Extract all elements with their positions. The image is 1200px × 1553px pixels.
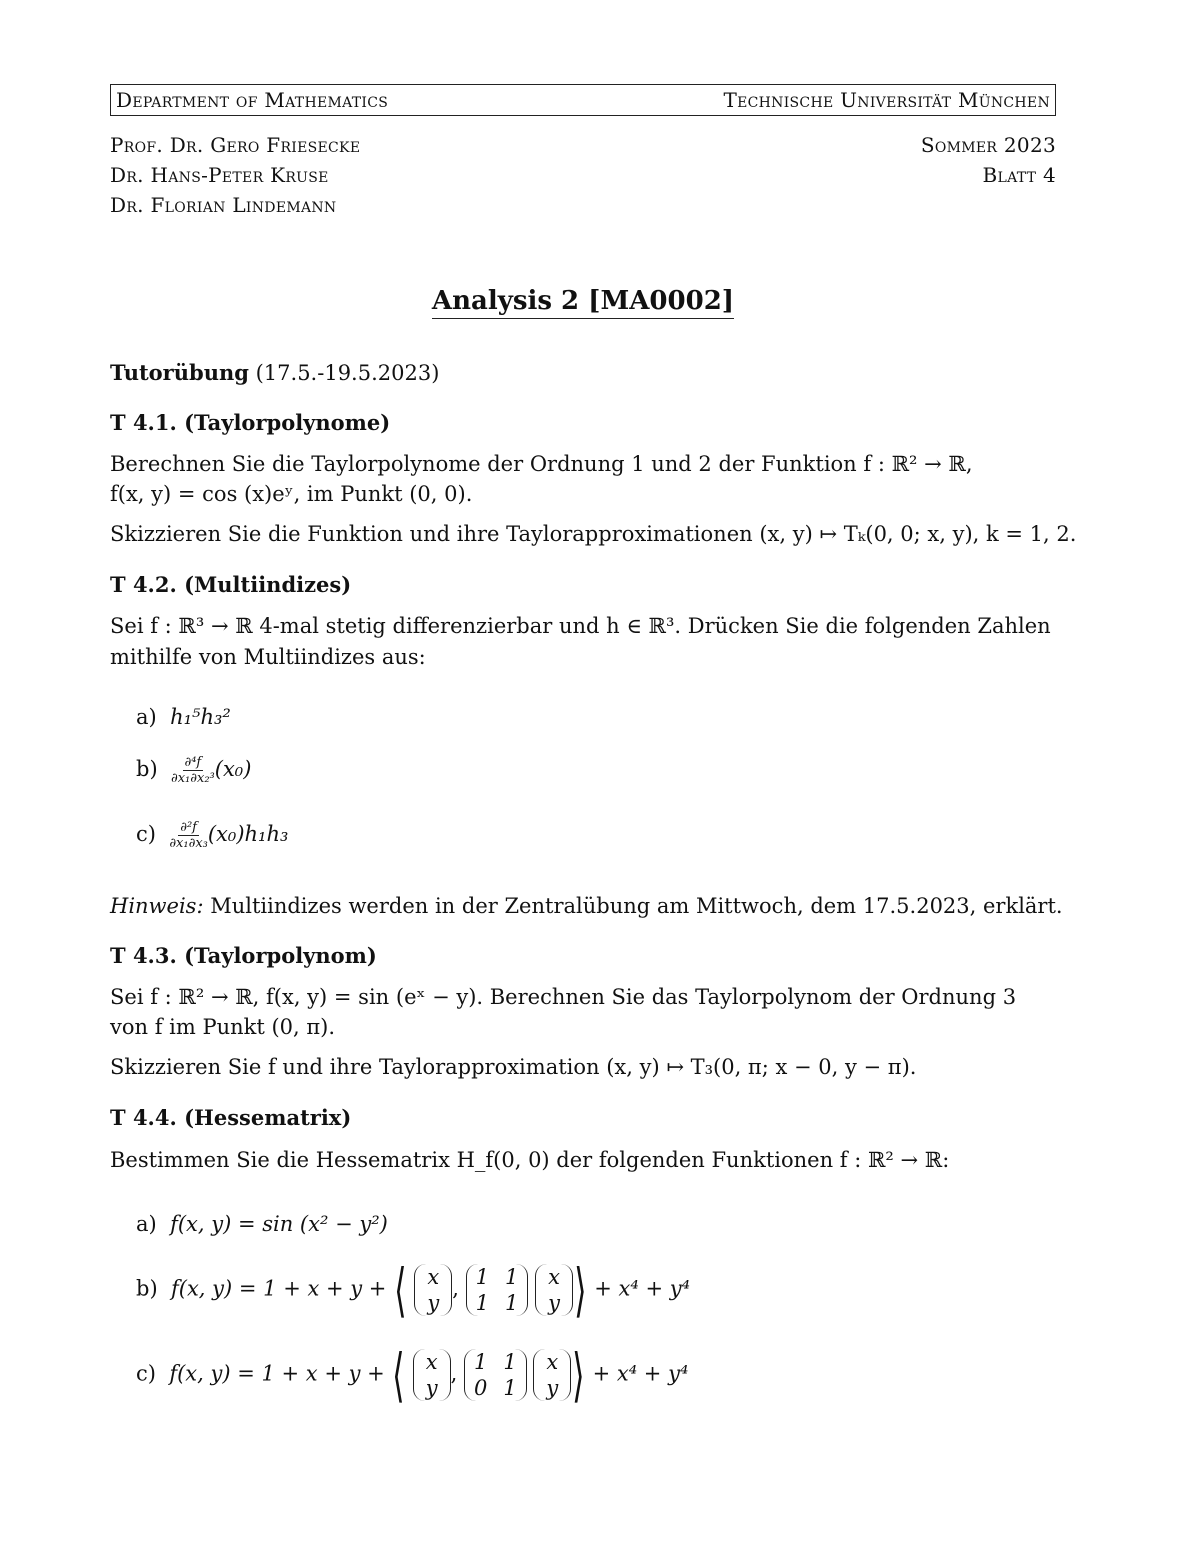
page [110,84,1056,316]
vector: x y [413,1349,451,1401]
t44-item-c: c) f(x, y) = 1 + x + y + ⟨ x y , 1 1 0 1 x y ⟩ + x⁴ + y⁴ [136,1341,689,1409]
t44-heading: T 4.4. (Hessematrix) [110,1105,352,1130]
semester: Sommer 2023 [920,133,1056,157]
department: Department of Mathematics [116,88,389,112]
header-meta [110,130,1056,220]
author-1: Prof. Dr. Gero Friesecke [110,133,361,157]
author-3: Dr. Florian Lindemann [110,193,337,217]
t41-text-3: Skizzieren Sie die Funktion und ihre Taylorapproximationen (x, y) ↦ Tₖ(0, 0; x, y), k = 1, 2. [110,522,1077,546]
t43-text-2: von f im Punkt (0, π). [110,1015,336,1039]
fraction: $\frac{\text{∂⁴f}}{\text{∂x₁∂x₂³}}$ [171,755,215,786]
matrix-c: 1 1 0 1 [464,1349,527,1401]
university: Technische Universität München [723,88,1050,112]
t43-heading: T 4.3. (Taylorpolynom) [110,943,377,968]
matrix-b: 1 1 1 1 [466,1264,529,1316]
sheet-number: Blatt 4 [982,163,1056,187]
semester-info [921,130,1056,220]
authors [110,130,360,220]
t41-heading: T 4.1. (Taylorpolynome) [110,410,391,435]
vector: x y [535,1264,573,1316]
author-2: Dr. Hans-Peter Kruse [110,163,329,187]
t42-heading: T 4.2. (Multiindizes) [110,572,352,597]
t42-item-c: c) $\frac{\text{∂²f}}{\text{∂x₁∂x₃}}$ (x₀)h₁h₃ [136,820,289,851]
t42-item-a: a) h₁⁵h₃² [136,705,231,729]
t42-item-b: b) $\frac{\text{∂⁴f}}{\text{∂x₁∂x₂³}}$ (x₀) [136,755,252,786]
t43-text-3: Skizzieren Sie f und ihre Taylorapproximation (x, y) ↦ T₃(0, π; x − 0, y − π). [110,1055,917,1079]
tutorial-line: Tutorübung (17.5.-19.5.2023) [110,360,440,385]
t42-hint: Hinweis: Multiindizes werden in der Zentralübung am Mittwoch, dem 17.5.2023, erklärt. [110,894,1063,918]
page-title: Analysis 2 [MA0002] [110,286,1056,316]
t43-text-1: Sei f : ℝ² → ℝ, f(x, y) = sin (eˣ − y). Berechnen Sie das Taylorpolynom der Ordnung 3 [110,985,1017,1009]
t44-text-1: Bestimmen Sie die Hessematrix H_f(0, 0) der folgenden Funktionen f : ℝ² → ℝ: [110,1148,950,1172]
t44-item-a: a) f(x, y) = sin (x² − y²) [136,1212,388,1236]
t41-text-1: Berechnen Sie die Taylorpolynome der Ordnung 1 und 2 der Funktion f : ℝ² → ℝ, [110,452,973,476]
vector: x y [414,1264,452,1316]
t41-text-2: f(x, y) = cos (x)eʸ, im Punkt (0, 0). [110,482,473,506]
t44-item-b: b) f(x, y) = 1 + x + y + ⟨ x y , 1 1 1 1 x y ⟩ + x⁴ + y⁴ [136,1256,691,1324]
vector: x y [533,1349,571,1401]
t42-text-2: mithilfe von Multiindizes aus: [110,645,426,669]
fraction: $\frac{\text{∂²f}}{\text{∂x₁∂x₃}}$ [169,820,208,851]
header-box [110,84,1056,116]
t42-text-1: Sei f : ℝ³ → ℝ 4-mal stetig differenzierbar und h ∈ ℝ³. Drücken Sie die folgenden Zahlen [110,614,1051,638]
